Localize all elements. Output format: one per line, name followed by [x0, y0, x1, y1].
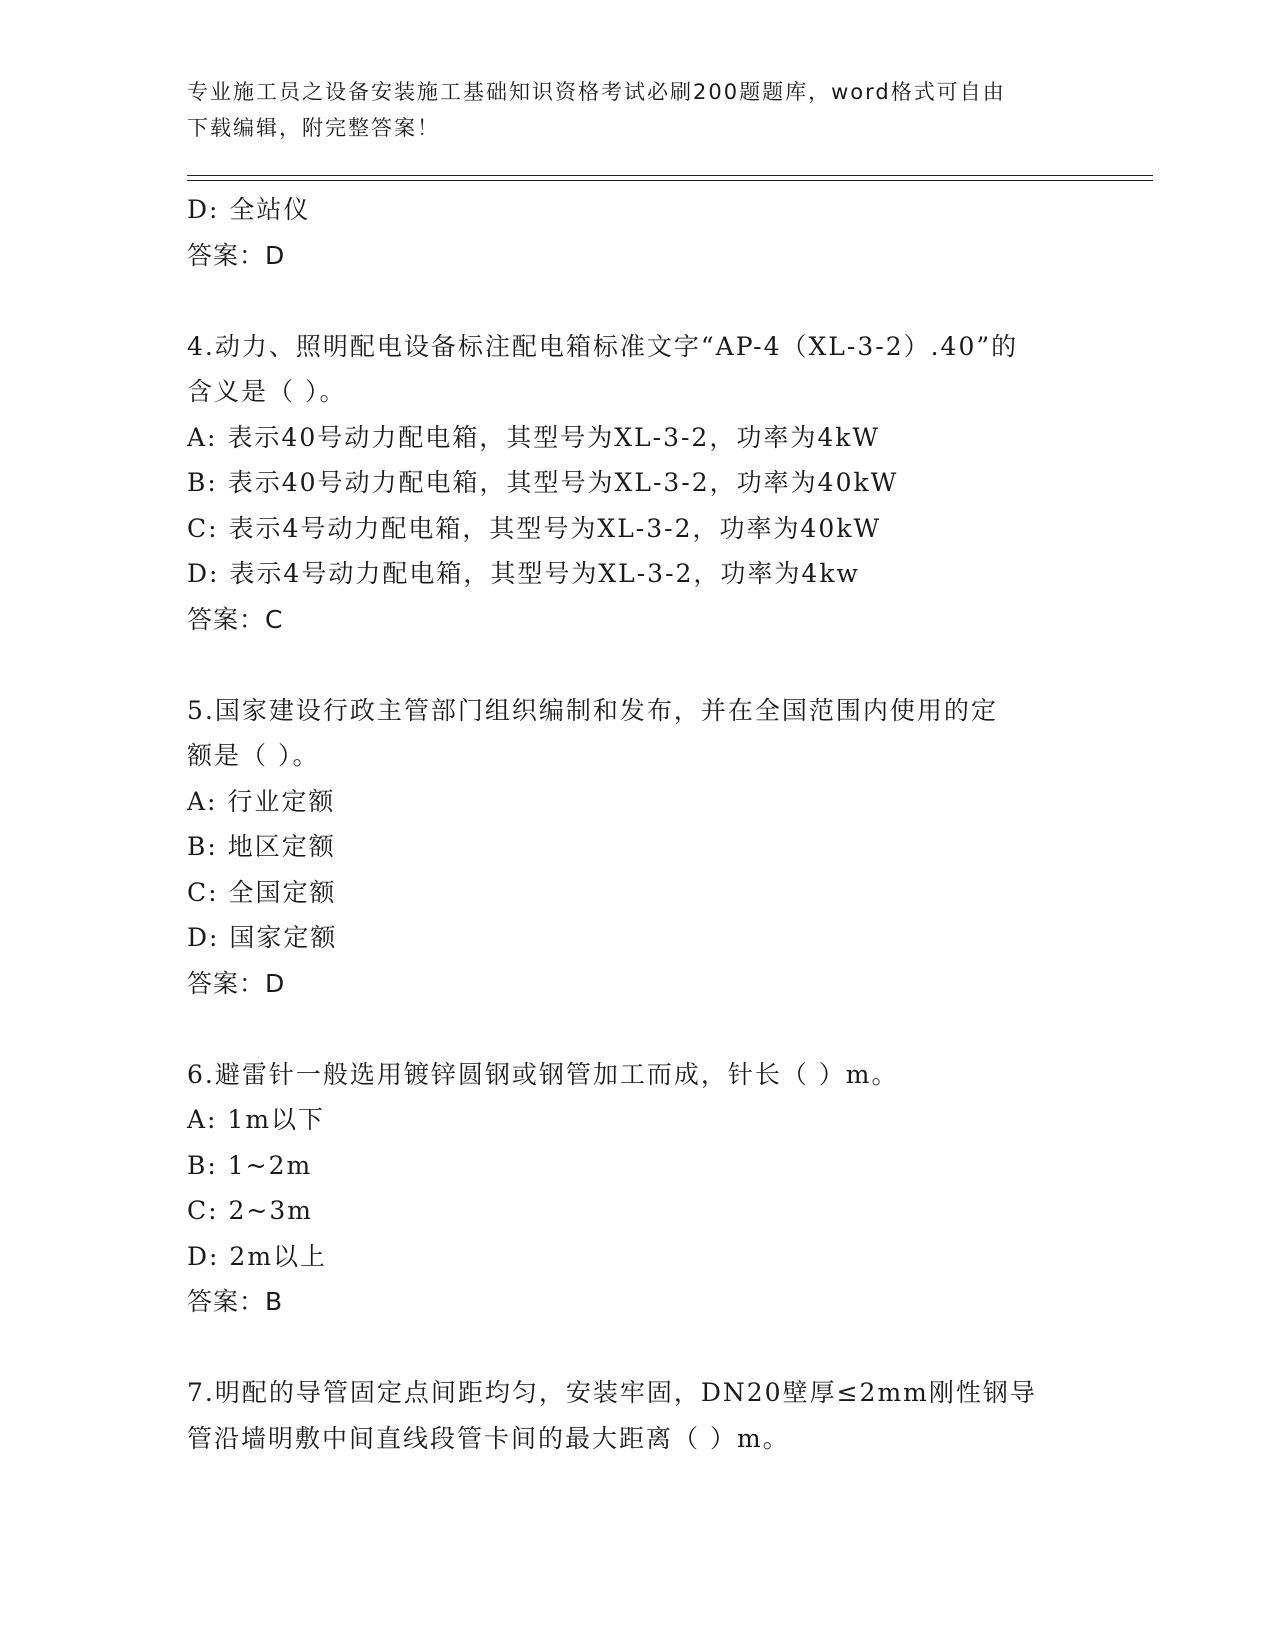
option-c: C: 2~3m	[187, 1196, 313, 1225]
option-c: C: 全国定额	[187, 877, 337, 907]
header-line-2: 下载编辑，附完整答案！	[187, 116, 440, 140]
header-divider	[187, 175, 1153, 181]
answer: 答案：B	[187, 1287, 284, 1316]
option-c: C: 表示4号动力配电箱，其型号为XL-3-2，功率为40kW	[187, 513, 882, 543]
option-a: A: 1m以下	[187, 1105, 326, 1134]
option-d: D: 全站仪	[187, 195, 311, 224]
question-stem: 7.明配的导管固定点间距均匀，安装牢固，DN20壁厚≤2mm刚性钢导	[187, 1378, 1037, 1407]
question-list	[187, 187, 1087, 1461]
answer: 答案：D	[187, 240, 286, 270]
answer: 答案：C	[187, 604, 284, 634]
question-stem-cont: 额是（ ）。	[187, 741, 320, 770]
header-line-1: 专业施工员之设备安装施工基础知识资格考试必刷200题题库，word格式可自由	[187, 80, 1006, 104]
option-b: B: 1~2m	[187, 1150, 313, 1180]
option-b: B: 地区定额	[187, 832, 336, 861]
question-6	[187, 1052, 1087, 1325]
option-a: A: 表示40号动力配电箱，其型号为XL-3-2，功率为4kW	[187, 422, 881, 452]
option-d: D: 表示4号动力配电箱，其型号为XL-3-2，功率为4kw	[187, 559, 860, 588]
page-header	[187, 74, 1067, 146]
question-stem: 6.避雷针一般选用镀锌圆钢或钢管加工而成，针长（ ）m。	[187, 1059, 899, 1089]
question-stem: 4.动力、照明配电设备标注配电箱标准文字“AP-4（XL-3-2）.40”的	[187, 331, 1019, 361]
option-d: D: 2m以上	[187, 1241, 328, 1271]
question-7	[187, 1370, 1087, 1461]
option-b: B: 表示40号动力配电箱，其型号为XL-3-2，功率为40kW	[187, 468, 899, 497]
spacer	[187, 1006, 1087, 1052]
answer: 答案：D	[187, 968, 286, 998]
option-a: A: 行业定额	[187, 786, 336, 816]
spacer	[187, 642, 1087, 688]
question-stem: 5.国家建设行政主管部门组织编制和发布，并在全国范围内使用的定	[187, 695, 998, 725]
question-3	[187, 187, 1087, 278]
question-4	[187, 324, 1087, 643]
question-stem-cont: 管沿墙明敷中间直线段管卡间的最大距离（ ）m。	[187, 1423, 790, 1453]
spacer	[187, 1325, 1087, 1371]
spacer	[187, 278, 1087, 324]
question-stem-cont: 含义是（ ）。	[187, 377, 347, 406]
question-5	[187, 688, 1087, 1007]
option-d: D: 国家定额	[187, 923, 338, 952]
